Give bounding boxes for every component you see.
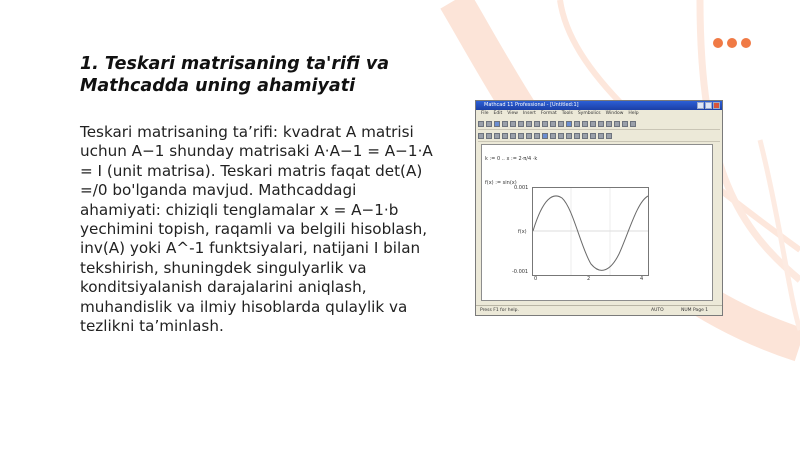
slide-title: 1. Teskari matrisaning ta'rifi va Mathcadda uning ahamiyati bbox=[80, 54, 390, 96]
copy-icon[interactable] bbox=[526, 121, 532, 127]
style-select-icon[interactable] bbox=[478, 133, 484, 139]
worksheet[interactable] bbox=[481, 144, 713, 301]
cut-icon[interactable] bbox=[518, 121, 524, 127]
preview-icon[interactable] bbox=[510, 121, 516, 127]
menu-format[interactable]: Format bbox=[540, 111, 557, 116]
minimize-icon[interactable] bbox=[697, 102, 704, 109]
open-icon[interactable] bbox=[486, 121, 492, 127]
dot-icon bbox=[741, 38, 751, 48]
calculator-palette-icon[interactable] bbox=[542, 133, 548, 139]
greek-palette-icon[interactable] bbox=[598, 133, 604, 139]
y-axis-label: f(x) bbox=[518, 229, 527, 235]
standard-toolbar bbox=[478, 119, 720, 130]
insert-function-icon[interactable] bbox=[582, 121, 588, 127]
x-tick-2: 2 bbox=[587, 276, 591, 282]
matrix-palette-icon[interactable] bbox=[558, 133, 564, 139]
symbolic-palette-icon[interactable] bbox=[606, 133, 612, 139]
boolean-palette-icon[interactable] bbox=[582, 133, 588, 139]
dot-icon bbox=[727, 38, 737, 48]
component-icon[interactable] bbox=[606, 121, 612, 127]
menu-symbolics[interactable]: Symbolics bbox=[577, 111, 601, 116]
calculus-palette-icon[interactable] bbox=[574, 133, 580, 139]
resource-icon[interactable] bbox=[614, 121, 620, 127]
undo-icon[interactable] bbox=[542, 121, 548, 127]
menu-help[interactable]: Help bbox=[628, 111, 639, 116]
menu-view[interactable]: View bbox=[507, 111, 518, 116]
insert-matrix-icon[interactable] bbox=[574, 121, 580, 127]
zoom-icon[interactable] bbox=[622, 121, 628, 127]
menu-insert[interactable]: Insert bbox=[522, 111, 536, 116]
window-title: Mathcad 11 Professional - [Untitled:1] bbox=[484, 102, 579, 108]
dot-icon bbox=[713, 38, 723, 48]
maximize-icon[interactable] bbox=[705, 102, 712, 109]
y-tick-max: 0.001 bbox=[514, 185, 529, 191]
save-icon[interactable] bbox=[494, 121, 500, 127]
calculate-icon[interactable] bbox=[598, 121, 604, 127]
menu-edit[interactable]: Edit bbox=[493, 111, 503, 116]
range-definition[interactable]: k := 0 .. x := 2·π/4 ·k bbox=[485, 156, 538, 162]
status-help: Press F1 for help. bbox=[480, 308, 519, 313]
status-mode: AUTO bbox=[651, 308, 664, 313]
status-bar bbox=[476, 305, 722, 315]
help-icon[interactable] bbox=[630, 121, 636, 127]
underline-icon[interactable] bbox=[518, 133, 524, 139]
insert-graph-icon[interactable] bbox=[566, 121, 572, 127]
align-left-icon[interactable] bbox=[526, 133, 532, 139]
dots-decoration bbox=[713, 38, 751, 48]
evaluation-palette-icon[interactable] bbox=[566, 133, 572, 139]
mathcad-screenshot bbox=[475, 100, 723, 316]
font-size-icon[interactable] bbox=[494, 133, 500, 139]
font-select-icon[interactable] bbox=[486, 133, 492, 139]
print-icon[interactable] bbox=[502, 121, 508, 127]
function-definition[interactable]: f(x) := sin(x) bbox=[485, 180, 517, 186]
status-page: NUM Page 1 bbox=[681, 308, 709, 313]
sine-curve bbox=[533, 188, 648, 275]
graph-palette-icon[interactable] bbox=[550, 133, 556, 139]
window-titlebar bbox=[476, 101, 722, 110]
align-center-icon[interactable] bbox=[534, 133, 540, 139]
bold-icon[interactable] bbox=[502, 133, 508, 139]
x-tick-0: 0 bbox=[534, 276, 538, 282]
menu-bar bbox=[476, 110, 722, 118]
insert-unit-icon[interactable] bbox=[590, 121, 596, 127]
paste-icon[interactable] bbox=[534, 121, 540, 127]
slide-body: Teskari matrisaning ta’rifi: kvadrat A matrisi uchun A−1 shunday matrisaki A·A−1 = A−1·A = I (unit matrisa). Teskari matris faqat det(A) =/0 bo'lganda mavjud. Mathcaddagi ahamiyati: chiziqli tenglamalar x = A−1·b yechimini topish, raqamli va belgili hisoblash, inv(A) yoki A^-1 funktsiyalari, natijani I bilan tekshirish, shuningdek singulyarlik va konditsiyalanish darajalarini aniqlash, muhandislik va ilmiy hisoblarda qulaylik va tezlikni ta’minlash. bbox=[80, 123, 433, 336]
menu-file[interactable]: File bbox=[481, 111, 489, 116]
formatting-toolbar bbox=[478, 131, 720, 142]
programming-palette-icon[interactable] bbox=[590, 133, 596, 139]
menu-window[interactable]: Window bbox=[605, 111, 624, 116]
y-tick-min: -0.001 bbox=[512, 269, 529, 275]
redo-icon[interactable] bbox=[550, 121, 556, 127]
align-icon[interactable] bbox=[558, 121, 564, 127]
new-icon[interactable] bbox=[478, 121, 484, 127]
italic-icon[interactable] bbox=[510, 133, 516, 139]
x-tick-4: 4 bbox=[640, 276, 644, 282]
sine-plot[interactable] bbox=[532, 187, 649, 276]
menu-tools[interactable]: Tools bbox=[561, 111, 573, 116]
close-icon[interactable] bbox=[713, 102, 720, 109]
